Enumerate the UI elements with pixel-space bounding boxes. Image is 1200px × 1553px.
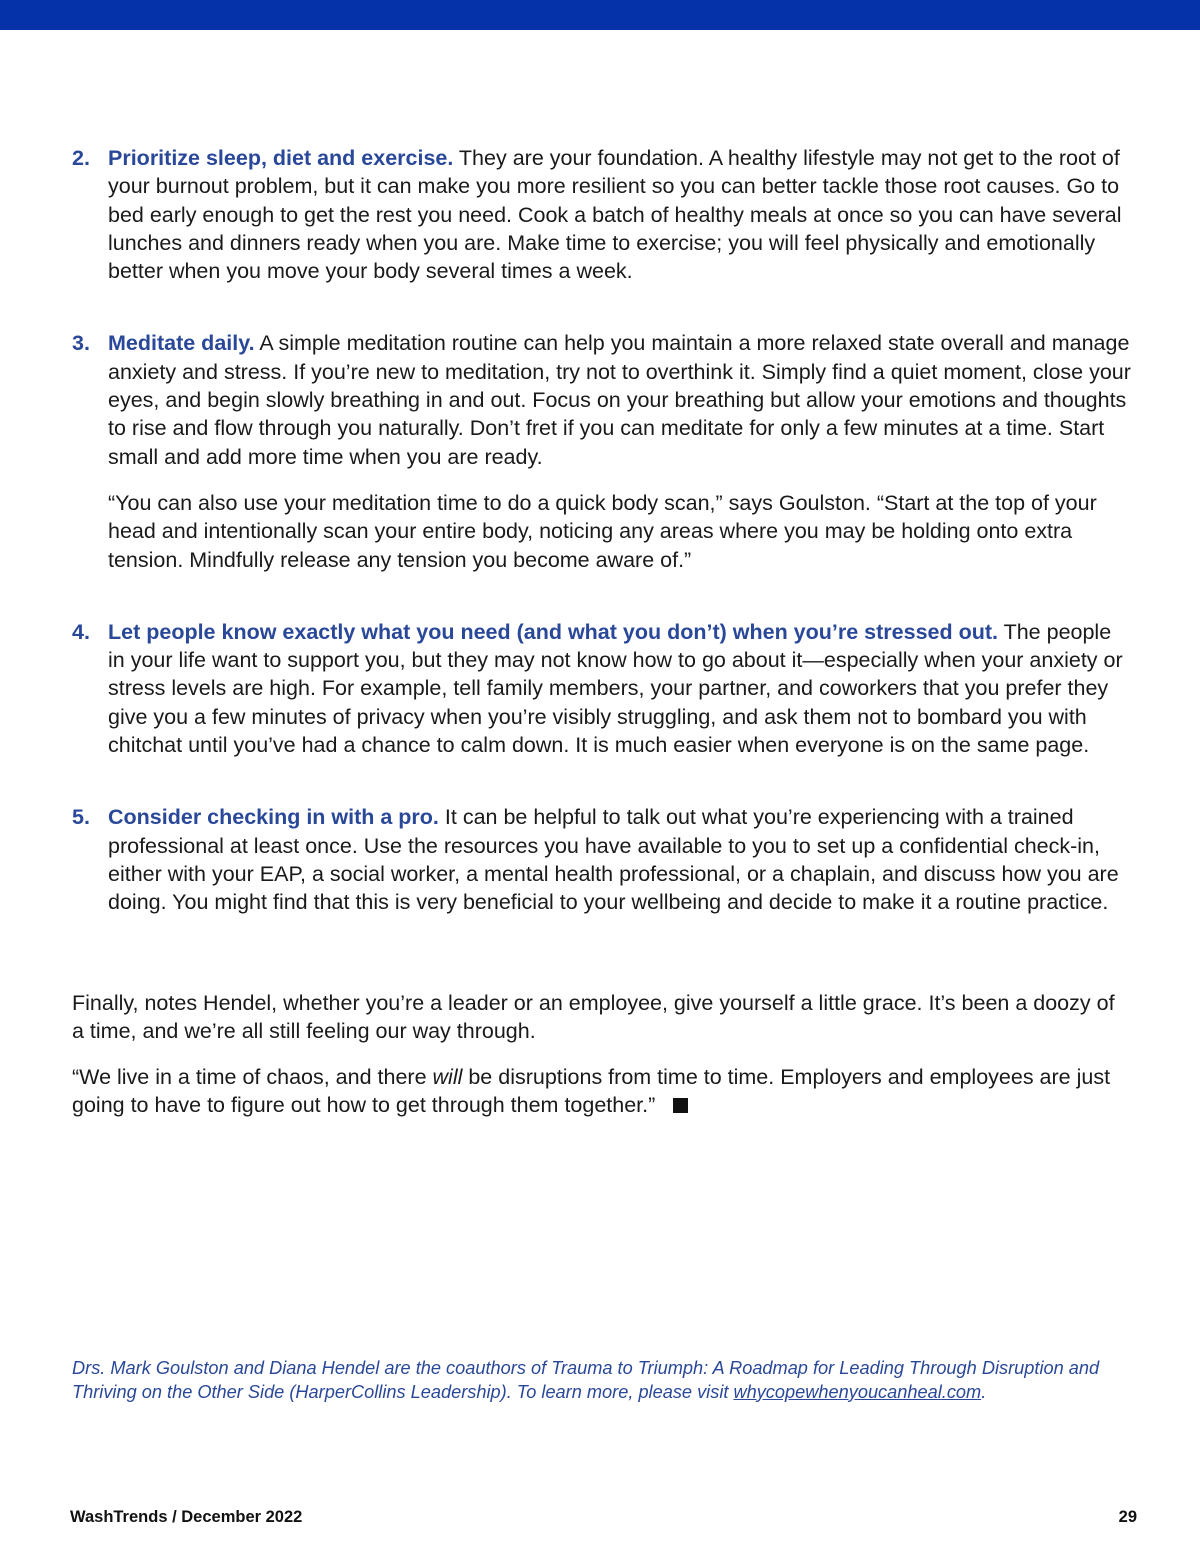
item-text: It can be helpful to talk out what you’re experiencing with a trained professional at least once. Use the resources you have available to you to set up a confidential check-in, either with your EAP, a social worker, a mental health professional, or a chaplain, and discuss how you are doing. You might find that this is very beneficial to your wellbeing and decide to make it a routine practice. [108,805,1119,915]
quote-text-end: be disruptions from time to time. Employers and employees are just going to have to figure out how to get through them together.” [72,1065,1111,1118]
item-lead: Prioritize sleep, diet and exercise. [108,146,454,170]
item-paragraph [108,144,1132,285]
credit-end: . [981,1381,987,1402]
item-paragraph [108,803,1132,916]
item-number: 4. [72,619,90,644]
list-item [72,329,1132,573]
closing-paragraph: Finally, notes Hendel, whether you’re a leader or an employee, give yourself a little grace. It’s been a doozy of a time, and we’re all still feeling our way through. [72,990,1115,1043]
top-color-bar [0,0,1200,30]
quote-emphasis: will [432,1065,463,1090]
closing-section [72,989,1132,1120]
end-mark-square-icon [673,1098,688,1113]
item-text: A simple meditation routine can help you maintain a more relaxed state overall and manage anxiety and stress. If you’re new to meditation, try not to overthink it. Simply find a quiet moment, close your eyes, and begin slowly breathing in and out. Focus on your breathing but allow your emotions and thoughts to rise and flow through you naturally. Don’t fret if you can meditate for only a few minutes at a time. Start small and add more time when you are ready. [108,331,1131,469]
article-body [72,144,1132,1120]
credit-text: Drs. Mark Goulston and Diana Hendel are the coauthors of Trauma to Triumph: A Roadmap for Leading Through Disruption and Thriving on the Other Side (HarperCollins Leadership). To learn more, please visit [72,1358,1100,1402]
item-text: The people in your life want to support you, but they may not know how to go about it—especially when your anxiety or stress levels are high. For example, tell family members, your partner, and coworkers that you prefer they give you a few minutes of privacy when you’re visibly struggling, and ask them not to bombard you with chitchat until you’ve had a chance to calm down. It is much easier when everyone is on the same page. [108,619,1123,758]
list-item [72,803,1132,916]
website-link[interactable]: whycopewhenyoucanheal.com [733,1381,982,1402]
closing-quote [72,1063,1132,1120]
item-lead: Consider checking in with a pro. [108,805,439,830]
item-number: 3. [72,331,90,356]
quote-text-start: “We live in a time of chaos, and there [72,1065,433,1090]
item-text: They are your foundation. A healthy lifestyle may not get to the root of your burnout problem, but it can make you more resilient so you can better tackle those root causes. Go to bed early enough to get the rest you need. Cook a batch of healthy meals at once so you can have several lunches and dinners ready when you are. Make time to exercise; you will feel physically and emotionally better when you move your body several times a week. [108,146,1122,284]
item-lead: Meditate daily. [108,331,255,356]
item-number: 5. [72,805,90,830]
item-lead: Let people know exactly what you need (and what you don’t) when you’re stressed out. [108,619,998,644]
page-number: 29 [1118,1508,1137,1526]
author-credit [72,1357,1132,1404]
item-quote-paragraph: “You can also use your meditation time to do a quick body scan,” says Goulston. “Start at the top of your head and intentionally scan your entire body, noticing any areas where you may be holding onto extra tension. Mindfully release any tension you become aware of.” [108,490,1097,572]
list-item [72,618,1132,759]
item-number: 2. [72,146,90,170]
list-item [72,144,1132,285]
item-paragraph [108,329,1132,470]
item-paragraph [108,618,1132,759]
footer-publication: WashTrends / December 2022 [70,1508,303,1526]
